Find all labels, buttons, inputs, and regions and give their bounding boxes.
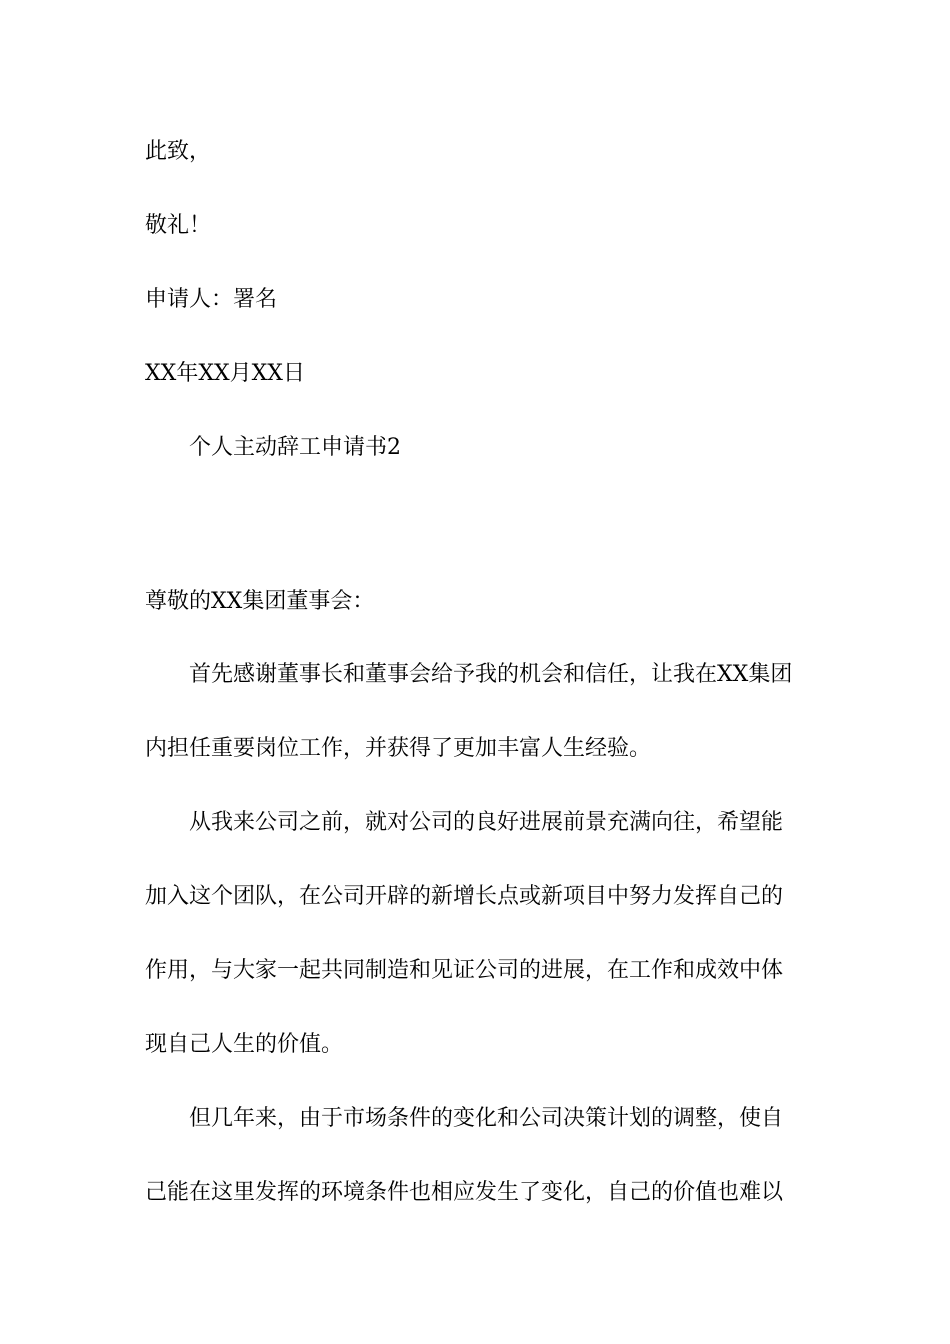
paragraph-line: 首先感谢董事长和董事会给予我的机会和信任，让我在XX集团 (189, 662, 793, 687)
paragraph-line: 现自己人生的价值。 (145, 1032, 344, 1057)
closing-regards: 敬礼！ (145, 213, 212, 238)
section-title: 个人主动辞工申请书2 (189, 435, 401, 460)
paragraph-line: 作用，与大家一起共同制造和见证公司的进展，在工作和成效中体 (145, 958, 784, 983)
closing-salutation: 此致， (145, 139, 212, 164)
paragraph-line: 但几年来，由于市场条件的变化和公司决策计划的调整，使自 (189, 1106, 784, 1131)
paragraph-line: 从我来公司之前，就对公司的良好进展前景充满向往，希望能 (189, 810, 784, 835)
applicant-signature: 申请人：署名 (145, 287, 278, 312)
letter-date: XX年XX月XX日 (145, 361, 305, 386)
letter-addressee: 尊敬的XX集团董事会： (145, 589, 375, 614)
paragraph-line: 内担任重要岗位工作，并获得了更加丰富人生经验。 (145, 736, 652, 761)
paragraph-line: 加入这个团队，在公司开辟的新增长点或新项目中努力发挥自己的 (145, 884, 784, 909)
paragraph-line: 己能在这里发挥的环境条件也相应发生了变化，自己的价值也难以 (145, 1180, 784, 1205)
